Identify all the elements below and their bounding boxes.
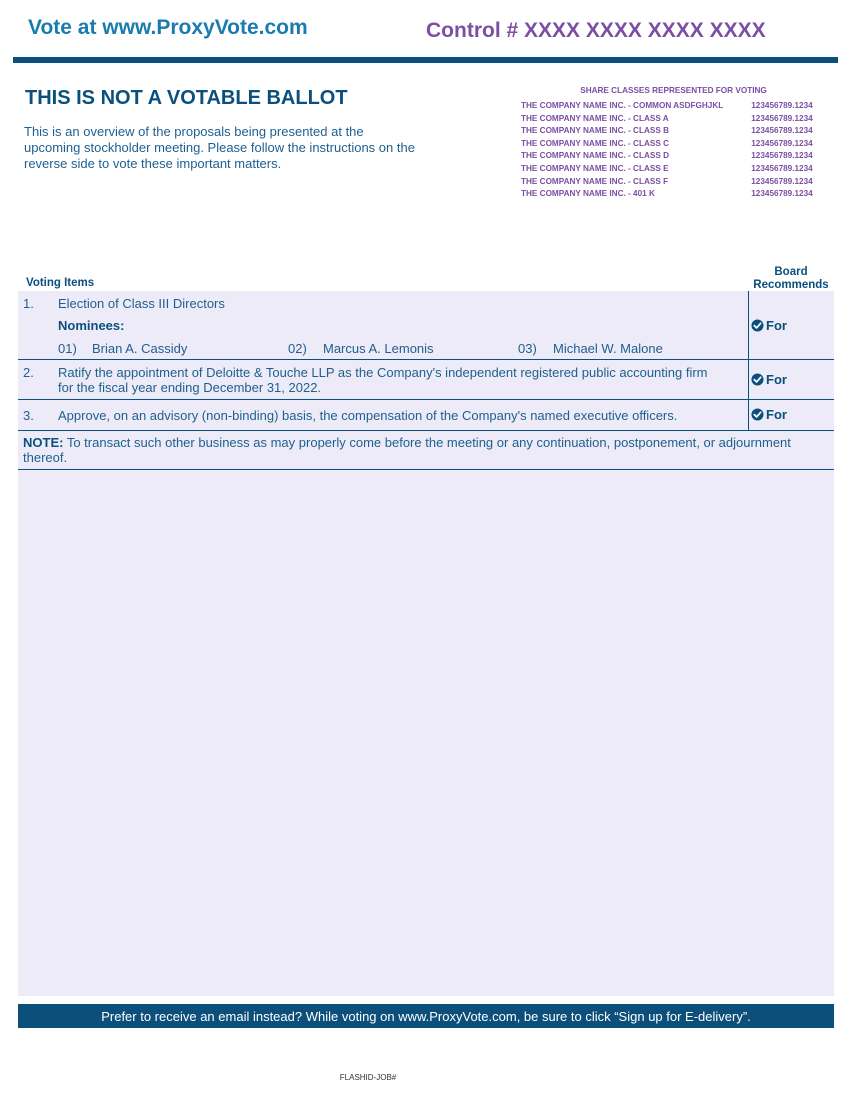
share-number: 123456789.1234 xyxy=(751,163,813,173)
vote-link[interactable]: Vote at www.ProxyVote.com xyxy=(28,16,308,39)
share-number: 123456789.1234 xyxy=(751,101,813,110)
share-number: 123456789.1234 xyxy=(751,113,813,123)
row-divider xyxy=(18,469,834,470)
share-row xyxy=(521,113,831,126)
item-text-line: for the fiscal year ending December 31, 2022. xyxy=(58,380,322,395)
page-title: THIS IS NOT A VOTABLE BALLOT xyxy=(25,87,348,109)
board-label-line1: Board xyxy=(774,266,808,278)
row-divider xyxy=(18,359,834,360)
header-divider xyxy=(13,57,838,63)
share-name: THE COMPANY NAME INC. - CLASS B xyxy=(521,126,669,136)
board-recommendation xyxy=(751,318,787,333)
item-number: 1. xyxy=(23,296,34,311)
item-text xyxy=(58,365,743,395)
edelivery-text: Prefer to receive an email instead? While voting on www.ProxyVote.com, be sure to click “Sign up for E-delivery”. xyxy=(101,1008,751,1024)
share-number: 123456789.1234 xyxy=(751,189,813,199)
nominee-number: 01) xyxy=(58,341,77,356)
item-text: Approve, on an advisory (non-binding) basis, the compensation of the Company's named executive officers. xyxy=(58,408,678,423)
board-label-line2: Recommends xyxy=(753,279,829,291)
item-number: 3. xyxy=(23,408,34,423)
share-number: 123456789.1234 xyxy=(751,126,813,136)
share-row xyxy=(521,176,831,189)
share-name: THE COMPANY NAME INC. - CLASS D xyxy=(521,151,669,161)
row-divider xyxy=(18,399,834,400)
recommendation-text: For xyxy=(766,318,787,333)
voting-panel xyxy=(18,291,834,996)
share-name: THE COMPANY NAME INC. - COMMON ASDFGHJKL xyxy=(521,101,724,110)
item-number: 2. xyxy=(23,365,34,380)
share-name: THE COMPANY NAME INC. - 401 K xyxy=(521,189,655,199)
board-recommends-label xyxy=(751,266,831,292)
nominee-name: Brian A. Cassidy xyxy=(92,341,188,356)
share-number: 123456789.1234 xyxy=(751,176,813,186)
note-label: NOTE: xyxy=(23,435,64,450)
check-badge-icon xyxy=(751,373,764,386)
nominee-number: 03) xyxy=(518,341,537,356)
recommendation-text: For xyxy=(766,407,787,422)
share-row xyxy=(521,138,831,151)
share-row xyxy=(521,125,831,138)
control-number: Control # XXXX XXXX XXXX XXXX xyxy=(426,19,766,42)
item-text-line: Ratify the appointment of Deloitte & Touche LLP as the Company's independent registered public accounting firm xyxy=(58,365,708,380)
edelivery-banner xyxy=(18,1004,834,1028)
share-classes-heading: SHARE CLASSES REPRESENTED FOR VOTING xyxy=(580,86,767,95)
check-badge-icon xyxy=(751,319,764,332)
row-divider xyxy=(18,430,834,431)
board-recommendation xyxy=(751,372,787,387)
share-row xyxy=(521,163,831,176)
flash-id: FLASHID-JOB# xyxy=(339,1073,397,1082)
board-recommendation xyxy=(751,407,787,422)
note-text xyxy=(23,435,828,465)
share-number: 123456789.1234 xyxy=(751,151,813,161)
note-body: To transact such other business as may properly come before the meeting or any continuation, postponement, or adjournment thereof. xyxy=(23,435,791,465)
share-name: THE COMPANY NAME INC. - CLASS E xyxy=(521,163,669,173)
share-row xyxy=(521,150,831,163)
overview-text: This is an overview of the proposals being presented at the upcoming stockholder meeting. Please follow the instructions on the reverse side to vote these important matters. xyxy=(24,124,415,171)
share-name: THE COMPANY NAME INC. - CLASS F xyxy=(521,176,669,186)
nominee-number: 02) xyxy=(288,341,307,356)
item-text: Election of Class III Directors xyxy=(58,296,225,311)
share-classes xyxy=(521,86,831,201)
check-badge-icon xyxy=(751,408,764,421)
share-row xyxy=(521,100,831,113)
share-name: THE COMPANY NAME INC. - CLASS C xyxy=(521,138,669,148)
nominee-name: Marcus A. Lemonis xyxy=(323,341,434,356)
nominee-name: Michael W. Malone xyxy=(553,341,663,356)
voting-items-label: Voting Items xyxy=(26,277,95,289)
column-divider xyxy=(748,291,749,430)
nominees-label: Nominees: xyxy=(58,318,125,333)
share-row xyxy=(521,188,831,201)
share-name: THE COMPANY NAME INC. - CLASS A xyxy=(521,113,669,123)
recommendation-text: For xyxy=(766,372,787,387)
share-number: 123456789.1234 xyxy=(751,138,813,148)
